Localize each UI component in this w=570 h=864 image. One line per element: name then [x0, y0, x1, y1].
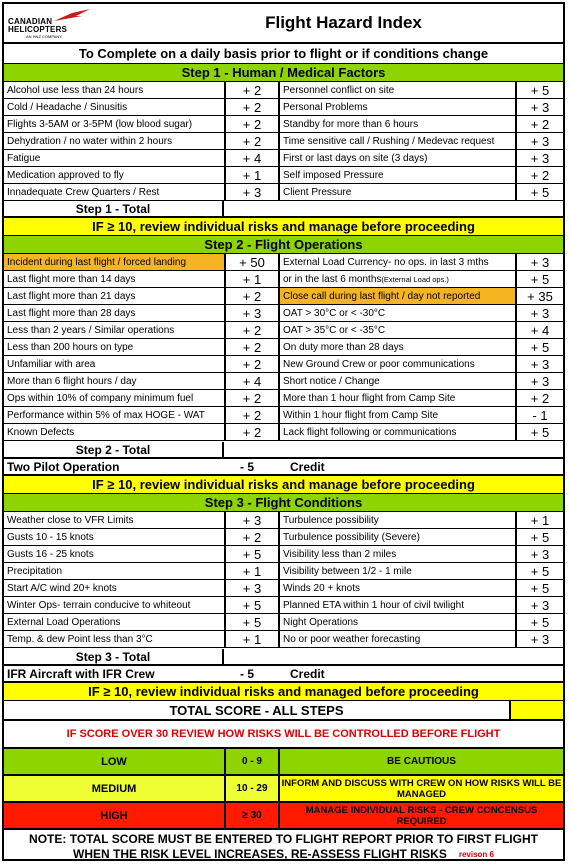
hazard-value-left-text: + 5	[242, 597, 262, 613]
hazard-factor-right	[280, 529, 515, 545]
hazard-factor-left-text: External Load Operations	[7, 616, 121, 628]
hazard-factor-right-text: Time sensitive call / Rushing / Medevac request	[283, 135, 495, 147]
level-medium-name: MEDIUM	[4, 776, 224, 801]
step3-total-label: Step 3 - Total	[4, 649, 224, 664]
hazard-factor-right-text: Standby for more than 6 hours	[283, 118, 419, 130]
two-pilot-credit: Credit	[290, 459, 325, 474]
hazard-factor-left-text: Start A/C wind 20+ knots	[7, 582, 117, 594]
step2-total-field[interactable]	[224, 442, 563, 457]
hazard-factor-left-text: Innadequate Crew Quarters / Rest	[7, 186, 160, 198]
hazard-value-right-text: + 5	[530, 614, 550, 630]
hazard-factor-right-text: No or poor weather forecasting	[283, 633, 421, 645]
hazard-row	[4, 254, 563, 271]
hazard-value-right	[515, 614, 563, 630]
hazard-value-left	[224, 373, 280, 389]
hazard-factor-right-text: OAT > 35°C or < -35°C	[283, 324, 386, 336]
hazard-row	[4, 339, 563, 356]
total-score-field[interactable]	[509, 701, 563, 719]
hazard-value-left-text: + 2	[242, 322, 262, 338]
hazard-value-left	[224, 271, 280, 287]
hazard-value-left	[224, 167, 280, 183]
hazard-factor-left-text: Gusts 10 - 15 knots	[7, 531, 94, 543]
hazard-factor-left-text: Last flight more than 28 days	[7, 307, 136, 319]
hazard-factor-right	[280, 597, 515, 613]
hazard-value-right-text: + 5	[530, 563, 550, 579]
note-line2: WHEN THE RISK LEVEL INCREASES, RE-ASSESS FLIGHT RISKS	[73, 847, 447, 861]
hazard-value-right	[515, 254, 563, 270]
hazard-factor-right	[280, 322, 515, 338]
hazard-factor-right-text: External Load Currency- no ops. in last 3 mths	[283, 256, 489, 268]
hazard-factor-right-text: OAT > 30°C or < -30°C	[283, 307, 386, 319]
hazard-value-right	[515, 424, 563, 440]
hazard-row	[4, 631, 563, 648]
hazard-value-right	[515, 356, 563, 372]
hazard-factor-right-text: Turbulence possibility	[283, 514, 379, 526]
hazard-value-right-text: + 3	[530, 373, 550, 389]
hazard-value-right-text: + 3	[530, 133, 550, 149]
level-low-row	[4, 749, 563, 776]
hazard-value-right-text: + 5	[530, 580, 550, 596]
hazard-factor-left	[4, 407, 224, 423]
hazard-value-right	[515, 563, 563, 579]
hazard-value-left	[224, 150, 280, 166]
hazard-factor-right-text: Within 1 hour flight from Camp Site	[283, 409, 439, 421]
two-pilot-value: - 5	[240, 459, 255, 474]
hazard-factor-left-text: Incident during last flight / forced landing	[7, 256, 186, 268]
level-high-name: HIGH	[100, 809, 128, 822]
hazard-factor-right	[280, 150, 515, 166]
hazard-value-right	[515, 150, 563, 166]
hazard-factor-left	[4, 424, 224, 440]
hazard-factor-right	[280, 254, 515, 270]
hazard-value-left-text: + 3	[242, 580, 262, 596]
flight-hazard-index-form	[2, 2, 565, 861]
step1-header	[4, 64, 563, 82]
level-low-name: LOW	[101, 755, 127, 768]
hazard-value-right-text: + 3	[530, 99, 550, 115]
hazard-factor-left-text: Ops within 10% of company minimum fuel	[7, 392, 194, 404]
hazard-factor-right-text: More than 1 hour flight from Camp Site	[283, 392, 456, 404]
hazard-value-left-text: + 2	[242, 339, 262, 355]
hazard-value-right	[515, 529, 563, 545]
hazard-factor-right	[280, 133, 515, 149]
hazard-value-right-text: + 5	[530, 82, 550, 98]
hazard-value-right	[515, 305, 563, 321]
hazard-value-left-text: + 2	[242, 288, 262, 304]
hazard-factor-left	[4, 82, 224, 98]
hazard-value-left-text: + 2	[242, 116, 262, 132]
hazard-value-right-text: + 5	[530, 339, 550, 355]
hazard-value-left-text: + 3	[242, 184, 262, 200]
hazard-factor-left-text: Weather close to VFR Limits	[7, 514, 134, 526]
hazard-value-right	[515, 407, 563, 423]
hazard-value-left	[224, 597, 280, 613]
hazard-value-left-text: + 2	[242, 133, 262, 149]
score-warning: IF SCORE OVER 30 REVIEW HOW RISKS WILL BE CONTROLLED BEFORE FLIGHT	[4, 721, 563, 749]
hazard-factor-right	[280, 82, 515, 98]
step1-title: Step 1 - Human / Medical Factors	[181, 65, 386, 80]
hazard-factor-left	[4, 512, 224, 528]
hazard-factor-left-text: Last flight more than 21 days	[7, 290, 136, 302]
hazard-factor-left	[4, 150, 224, 166]
hazard-factor-right	[280, 339, 515, 355]
hazard-factor-right-text: or in the last 6 months	[283, 273, 382, 285]
hazard-value-left-text: + 5	[242, 614, 262, 630]
hazard-value-right	[515, 322, 563, 338]
hazard-factor-left	[4, 597, 224, 613]
hazard-factor-left	[4, 580, 224, 596]
hazard-factor-left	[4, 529, 224, 545]
hazard-factor-right	[280, 614, 515, 630]
hazard-row	[4, 116, 563, 133]
hazard-factor-left-text: More than 6 flight hours / day	[7, 375, 137, 387]
step1-total-row	[4, 201, 563, 218]
hazard-value-left	[224, 407, 280, 423]
hazard-row	[4, 614, 563, 631]
hazard-factor-left	[4, 322, 224, 338]
hazard-factor-right-text: On duty more than 28 days	[283, 341, 404, 353]
hazard-value-left	[224, 99, 280, 115]
hazard-value-left-text: + 2	[242, 82, 262, 98]
bird-icon	[52, 9, 92, 23]
hazard-value-right-text: + 5	[530, 271, 550, 287]
hazard-value-right-text: + 3	[530, 150, 550, 166]
hazard-factor-left	[4, 390, 224, 406]
two-pilot-row	[4, 459, 563, 476]
hazard-factor-right-text: Lack flight following or communications	[283, 426, 457, 438]
hazard-factor-right-text: Visibility less than 2 miles	[283, 548, 397, 560]
hazard-factor-left-text: Dehydration / no water within 2 hours	[7, 135, 173, 147]
hazard-factor-left-text: Last flight more than 14 days	[7, 273, 136, 285]
hazard-value-right-text: + 1	[530, 512, 550, 528]
hazard-value-left-text: + 50	[239, 254, 265, 270]
hazard-row	[4, 167, 563, 184]
page-title: Flight Hazard Index	[265, 13, 422, 32]
hazard-factor-left-text: Precipitation	[7, 565, 63, 577]
hazard-row	[4, 546, 563, 563]
hazard-factor-right	[280, 563, 515, 579]
hazard-value-right-text: + 3	[530, 356, 550, 372]
level-high-row	[4, 803, 563, 830]
note-line2-wrapper	[4, 847, 563, 861]
hazard-factor-right	[280, 580, 515, 596]
total-score-row	[4, 701, 563, 721]
hazard-value-right	[515, 339, 563, 355]
hazard-factor-right	[280, 631, 515, 647]
hazard-value-left	[224, 184, 280, 200]
revision-label: revison 6	[458, 849, 494, 859]
two-pilot-label: Two Pilot Operation	[7, 459, 120, 474]
subtitle-row	[4, 44, 563, 64]
step2-title: Step 2 - Flight Operations	[204, 237, 363, 252]
step2-total-label: Step 2 - Total	[4, 442, 224, 457]
hazard-value-right-text: + 3	[530, 631, 550, 647]
hazard-value-left	[224, 512, 280, 528]
hazard-value-left	[224, 356, 280, 372]
hazard-value-left	[224, 424, 280, 440]
hazard-value-left	[224, 82, 280, 98]
hazard-value-right	[515, 167, 563, 183]
hazard-value-left	[224, 580, 280, 596]
hazard-factor-left-text: Less than 2 years / Similar operations	[7, 324, 175, 336]
hazard-value-left	[224, 254, 280, 270]
hazard-row	[4, 424, 563, 441]
hazard-value-left-text: + 1	[242, 563, 262, 579]
hazard-value-left	[224, 631, 280, 647]
hazard-value-right-text: + 4	[530, 322, 550, 338]
hazard-row	[4, 407, 563, 424]
hazard-value-right-text: + 3	[530, 546, 550, 562]
hazard-value-right	[515, 184, 563, 200]
level-low-range: 0 - 9	[224, 749, 280, 774]
hazard-factor-left	[4, 184, 224, 200]
hazard-value-right-text: + 5	[530, 529, 550, 545]
step1-total-label: Step 1 - Total	[4, 201, 224, 216]
hazard-factor-right	[280, 99, 515, 115]
hazard-factor-left-text: Fatigue	[7, 152, 41, 164]
hazard-row	[4, 82, 563, 99]
step3-header	[4, 494, 563, 512]
note-line1: NOTE: TOTAL SCORE MUST BE ENTERED TO FLIGHT REPORT PRIOR TO FIRST FLIGHT	[29, 832, 538, 846]
hazard-value-right	[515, 580, 563, 596]
hazard-value-right-text: + 3	[530, 254, 550, 270]
step1-total-field[interactable]	[224, 201, 563, 216]
hazard-value-right	[515, 116, 563, 132]
review3-banner: IF ≥ 10, review individual risks and managed before proceeding	[4, 683, 563, 701]
hazard-value-right	[515, 373, 563, 389]
hazard-factor-left	[4, 133, 224, 149]
hazard-row	[4, 390, 563, 407]
hazard-value-left-text: + 1	[242, 631, 262, 647]
level-low-action: BE CAUTIOUS	[387, 756, 456, 767]
hazard-factor-left-text: Unfamiliar with area	[7, 358, 96, 370]
total-score-label: TOTAL SCORE - ALL STEPS	[169, 702, 344, 718]
level-high-action: MANAGE INDIVIDUAL RISKS - CREW CONCENSUS REQUIRED	[305, 804, 538, 827]
hazard-row	[4, 99, 563, 116]
hazard-factor-left	[4, 563, 224, 579]
hazard-value-left-text: + 2	[242, 424, 262, 440]
logo-line3: AN HNZ COMPANY	[26, 34, 62, 39]
hazard-factor-right	[280, 373, 515, 389]
hazard-factor-right	[280, 390, 515, 406]
hazard-factor-right	[280, 356, 515, 372]
hazard-value-right	[515, 546, 563, 562]
hazard-row	[4, 133, 563, 150]
hazard-value-right-text: + 2	[530, 167, 550, 183]
review2-banner: IF ≥ 10, review individual risks and manage before proceeding	[4, 476, 563, 494]
hazard-factor-right	[280, 184, 515, 200]
hazard-factor-right-text: Night Operations	[283, 616, 359, 628]
hazard-factor-left-text: Temp. & dew Point less than 3°C	[7, 633, 153, 645]
hazard-value-right-text: + 5	[530, 184, 550, 200]
hazard-factor-right-text: Close call during last flight / day not reported	[283, 290, 481, 302]
logo-line2: HELICOPTERS	[8, 25, 68, 34]
level-medium-range: 10 - 29	[224, 776, 280, 801]
hazard-factor-left	[4, 631, 224, 647]
canadian-helicopters-logo	[8, 9, 98, 39]
hazard-value-left-text: + 4	[242, 150, 262, 166]
hazard-factor-right-text: First or last days on site (3 days)	[283, 152, 428, 164]
hazard-value-right	[515, 390, 563, 406]
hazard-value-left-text: + 1	[242, 271, 262, 287]
hazard-value-left-text: + 1	[242, 167, 262, 183]
hazard-factor-left	[4, 546, 224, 562]
subtitle: To Complete on a daily basis prior to flight or if conditions change	[78, 46, 489, 61]
header	[4, 4, 563, 44]
hazard-value-left-text: + 2	[242, 529, 262, 545]
ifr-value: - 5	[240, 666, 255, 681]
hazard-factor-left	[4, 288, 224, 304]
hazard-value-left	[224, 305, 280, 321]
hazard-value-right	[515, 597, 563, 613]
hazard-value-left-text: + 2	[242, 390, 262, 406]
review1-banner: IF ≥ 10, review individual risks and manage before proceeding	[4, 218, 563, 236]
hazard-value-left	[224, 546, 280, 562]
hazard-value-right-text: + 2	[530, 116, 550, 132]
hazard-row	[4, 305, 563, 322]
hazard-row	[4, 356, 563, 373]
ifr-row	[4, 666, 563, 683]
hazard-value-right-text: + 5	[530, 424, 550, 440]
hazard-row	[4, 563, 563, 580]
hazard-factor-left	[4, 116, 224, 132]
hazard-factor-right-text: Winds 20 + knots	[283, 582, 360, 594]
hazard-factor-right	[280, 116, 515, 132]
hazard-value-left-text: + 3	[242, 512, 262, 528]
hazard-row	[4, 288, 563, 305]
hazard-factor-right-text: Client Pressure	[283, 186, 352, 198]
hazard-factor-left-text: Less than 200 hours on type	[7, 341, 134, 353]
hazard-factor-right	[280, 512, 515, 528]
hazard-row	[4, 529, 563, 546]
hazard-value-left-text: + 3	[242, 305, 262, 321]
hazard-row	[4, 373, 563, 390]
hazard-factor-right-text: Visibility between 1/2 - 1 mile	[283, 565, 412, 577]
level-high-range: ≥ 30	[224, 803, 280, 828]
hazard-value-left-text: + 2	[242, 407, 262, 423]
hazard-factor-left-text: Alcohol use less than 24 hours	[7, 84, 144, 96]
hazard-value-right	[515, 99, 563, 115]
hazard-factor-right	[280, 167, 515, 183]
hazard-factor-right	[280, 546, 515, 562]
hazard-value-right-text: + 3	[530, 597, 550, 613]
hazard-factor-right-text: Planned ETA within 1 hour of civil twilight	[283, 599, 465, 611]
hazard-value-right	[515, 271, 563, 287]
hazard-value-right-text: + 2	[530, 390, 550, 406]
hazard-value-left-text: + 2	[242, 356, 262, 372]
step3-title: Step 3 - Flight Conditions	[204, 495, 363, 510]
hazard-value-left	[224, 133, 280, 149]
hazard-factor-left	[4, 167, 224, 183]
hazard-value-left-text: + 5	[242, 546, 262, 562]
hazard-factor-left	[4, 339, 224, 355]
hazard-factor-right	[280, 424, 515, 440]
hazard-factor-right	[280, 288, 515, 304]
hazard-value-left	[224, 390, 280, 406]
hazard-value-left	[224, 116, 280, 132]
logo-line1: CANADIAN	[8, 17, 53, 26]
hazard-value-right-text: - 1	[532, 407, 548, 423]
hazard-factor-left	[4, 356, 224, 372]
hazard-factor-right	[280, 407, 515, 423]
hazard-value-right	[515, 512, 563, 528]
hazard-factor-left-text: Performance within 5% of max HOGE - WAT	[7, 409, 205, 421]
hazard-factor-left-text: Known Defects	[7, 426, 75, 438]
hazard-factor-left-text: Gusts 16 - 25 knots	[7, 548, 94, 560]
step3-total-row	[4, 649, 563, 666]
hazard-row	[4, 580, 563, 597]
hazard-value-right	[515, 82, 563, 98]
hazard-row	[4, 271, 563, 288]
hazard-factor-left	[4, 305, 224, 321]
hazard-factor-left	[4, 271, 224, 287]
hazard-factor-right	[280, 271, 515, 287]
hazard-value-right-text: + 3	[530, 305, 550, 321]
hazard-value-left	[224, 563, 280, 579]
hazard-value-right	[515, 133, 563, 149]
hazard-value-left-text: + 2	[242, 99, 262, 115]
hazard-value-left	[224, 614, 280, 630]
hazard-factor-right-text: Personnel conflict on site	[283, 84, 395, 96]
ifr-credit: Credit	[290, 666, 325, 681]
hazard-value-left	[224, 288, 280, 304]
hazard-row	[4, 512, 563, 529]
hazard-factor-right	[280, 305, 515, 321]
hazard-value-right	[515, 631, 563, 647]
hazard-factor-right-text: Turbulence possibility (Severe)	[283, 531, 420, 543]
step3-total-field[interactable]	[224, 649, 563, 664]
hazard-row	[4, 150, 563, 167]
hazard-factor-left	[4, 614, 224, 630]
hazard-value-right	[515, 288, 563, 304]
step2-total-row	[4, 442, 563, 459]
hazard-row	[4, 322, 563, 339]
hazard-factor-note: (External Load ops.)	[381, 274, 449, 284]
level-medium-row	[4, 776, 563, 803]
hazard-factor-right-text: Personal Problems	[283, 101, 368, 113]
hazard-factor-left-text: Winter Ops- terrain conducive to whiteout	[7, 599, 191, 611]
hazard-factor-left	[4, 254, 224, 270]
hazard-factor-left-text: Flights 3-5AM or 3-5PM (low blood sugar)	[7, 118, 193, 130]
ifr-label: IFR Aircraft with IFR Crew	[7, 666, 155, 681]
hazard-factor-left-text: Medication approved to fly	[7, 169, 124, 181]
hazard-factor-left	[4, 99, 224, 115]
hazard-row	[4, 184, 563, 201]
hazard-factor-left-text: Cold / Headache / Sinusitis	[7, 101, 128, 113]
step2-header	[4, 236, 563, 254]
hazard-factor-right-text: New Ground Crew or poor communications	[283, 358, 475, 370]
hazard-factor-right-text: Short notice / Change	[283, 375, 380, 387]
hazard-value-left	[224, 322, 280, 338]
hazard-factor-left	[4, 373, 224, 389]
level-medium-action: INFORM AND DISCUSS WITH CREW ON HOW RISKS WILL BE MANAGED	[281, 777, 562, 800]
hazard-factor-right-text: Self imposed Pressure	[283, 169, 384, 181]
hazard-value-right-text: + 35	[527, 288, 553, 304]
hazard-value-left	[224, 529, 280, 545]
hazard-row	[4, 597, 563, 614]
hazard-value-left	[224, 339, 280, 355]
hazard-value-left-text: + 4	[242, 373, 262, 389]
